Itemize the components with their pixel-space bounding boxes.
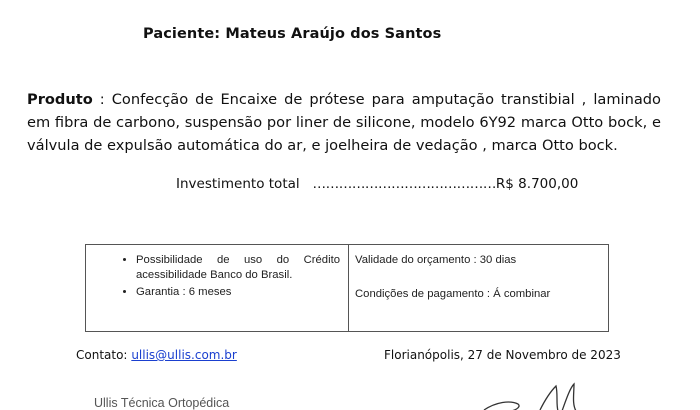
investment-line	[176, 176, 578, 192]
validity-text: Validade do orçamento : 30 dias	[355, 254, 517, 266]
patient-name: Mateus Araújo dos Santos	[225, 26, 442, 42]
product-description	[27, 88, 661, 157]
investment-value: R$ 8.700,00	[495, 176, 579, 192]
signature-image	[466, 380, 616, 410]
terms-item-warranty: • Garantia : 6 meses	[136, 285, 340, 300]
product-text: : Confecção de Encaixe de prótese para amputação transtibial , laminado em fibra de carbono, suspensão por liner de silicone, modelo 6Y92 marca Otto bock, e válvula de expulsão automática do ar, e joelheira de vedação , marca Otto bock.	[27, 91, 661, 154]
contact-line	[76, 348, 237, 362]
place-date: Florianópolis, 27 de Novembro de 2023	[384, 348, 621, 362]
terms-item-credit: • Possibilidade de uso do Crédito acessibilidade Banco do Brasil.	[136, 253, 340, 283]
company-name: Ullis Técnica Ortopédica	[94, 396, 230, 410]
patient-line	[143, 26, 441, 42]
terms-table	[85, 244, 609, 332]
terms-right-cell	[349, 245, 608, 331]
investment-dots: ……………………………………	[312, 176, 496, 192]
contact-label: Contato:	[76, 348, 128, 362]
product-label: Produto	[27, 91, 93, 108]
payment-text: Condições de pagamento : Á combinar	[355, 288, 551, 300]
terms-left-cell	[86, 245, 349, 331]
contact-email-link[interactable]: ullis@ullis.com.br	[131, 348, 237, 362]
spacer	[355, 268, 608, 287]
patient-label: Paciente:	[143, 26, 221, 42]
investment-label: Investimento total	[176, 176, 300, 192]
terms-list	[86, 253, 340, 300]
